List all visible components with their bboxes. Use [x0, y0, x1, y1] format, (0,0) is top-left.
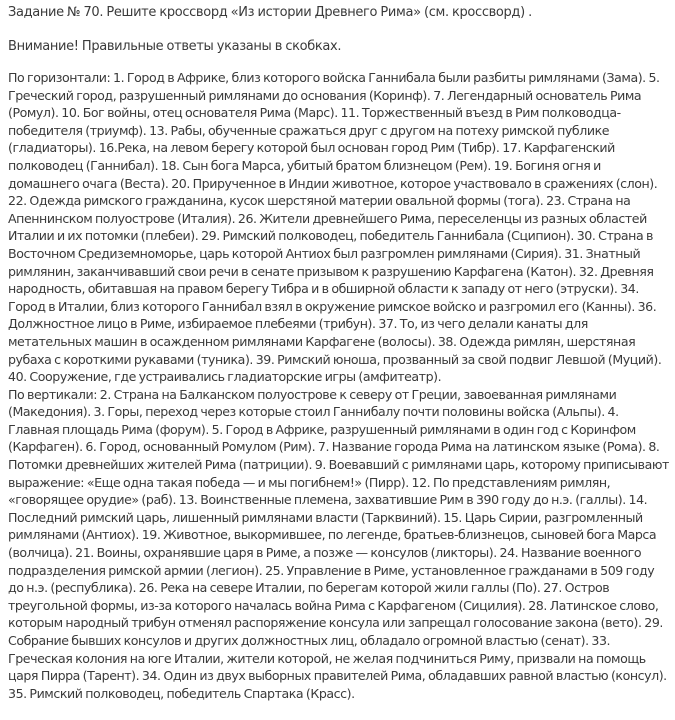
across-clues: По горизонтали: 1. Город в Африке, близ которого войска Ганнибала были разбиты римлянами (Зама). 5. Греческий город, разрушенный римлянами до основания (Коринф). 7. Легендарный основатель Рима (Ромул). 10. Бог войны, отец основателя Рима (Марс). 11. Торжественный въезд в Рим полководца-победителя (триумф). 13. Рабы, обученные сражаться друг с другом на потеху римской публике (гладиаторы). 16.Река, на левом берегу которой был основан город Рим (Тибр). 17. Карфагенский полководец (Ганнибал). 18. Сын бога Марса, убитый братом близнецом (Рем). 19. Богиня огня и домашнего очага (Веста). 20. Прирученное в Индии животное, которое участвовало в сражениях (слон). 22. Одежда римского гражданина, кусок шерстяной материи овальной формы (тога). 23. Страна на Апеннинском полуострове (Италия). 26. Жители древнейшего Рима, переселенцы из разных областей Италии и их потомки (плебеи). 29. Римский полководец, победитель Ганнибала (Сципион). 30. Страна в Восточном Средиземноморье, царь которой Антиох был разгромлен римлянами (Сирия). 31. Знатный римлянин, заканчивавший свои речи в сенате призывом к разрушению Карфагена (Катон). 32. Древняя народность, обитавшая на правом берегу Тибра и в обширной области к западу от него (этруски). 34. Город в Италии, близ которого Ганнибал взял в окружение римское войско и разгромил его (Канны). 36. Должностное лицо в Риме, избираемое плебеями (трибун). 37. То, из чего делали канаты для метательных машин в осажденном римлянами Карфагене (волосы). 38. Одежда римлян, шерстяная рубаха с короткими рукавами (туника). 39. Римский юноша, прозванный за свой подвиг Левшой (Муций). 40. Сооружение, где устраивались гладиаторские игры (амфитеатр). [8, 70, 662, 385]
task-title: Задание № 70. Решите кроссворд «Из истории Древнего Рима» (см. кроссворд) . [8, 5, 532, 20]
answers-notice: Внимание! Правильные ответы указаны в скобках. [8, 39, 342, 54]
down-clues: По вертикали: 2. Страна на Балканском полуострове к северу от Греции, завоеванная римлянами (Македония). 3. Горы, переход через которые стоил Ганнибалу почти половины войска (Альпы). 4. Главная площадь Рима (форум). 5. Город в Африке, разрушенный римлянами в один год с Коринфом (Карфаген). 6. Город, основанный Ромулом (Рим). 7. Название города Рима на латинском языке (Рома). 8. Потомки древнейших жителей Рима (патриции). 9. Воевавший с римлянами царь, которому приписывают выражение: «Еще одна такая победа — и мы погибнем!» (Пирр). 12. По представлениям римлян, «говорящее орудие» (раб). 13. Воинственные племена, захватившие Рим в 390 году до н.э. (галлы). 14. Последний римский царь, лишенный римлянами власти (Тарквиний). 15. Царь Сирии, разгромленный римлянами (Антиох). 19. Животное, выкормившее, по легенде, братьев-близнецов, сыновей бога Марса (волчица). 21. Воины, охранявшие царя в Риме, а позже — консулов (ликторы). 24. Название военного подразделения римской армии (легион). 25. Управление в Риме, установленное гражданами в 509 году до н.э. (республика). 26. Река на севере Италии, по берегам которой жили галлы (По). 27. Остров треугольной формы, из-за которого началась война Рима с Карфагеном (Сицилия). 28. Латинское слово, которым народный трибун отменял распоряжение консула или запрещал голосование закона (вето). 29. Собрание бывших консулов и других должностных лиц, обладало огромной властью (сенат). 33. Греческая колония на юге Италии, жители которой, не желая подчиниться Риму, призвали на помощь царя Пирра (Тарент). 34. Один из двух выборных правителей Рима, обладавших равной властью (консул). 35. Римский полководец, победитель Спартака (Красс). [8, 386, 669, 701]
document-page [8, 4, 670, 702]
